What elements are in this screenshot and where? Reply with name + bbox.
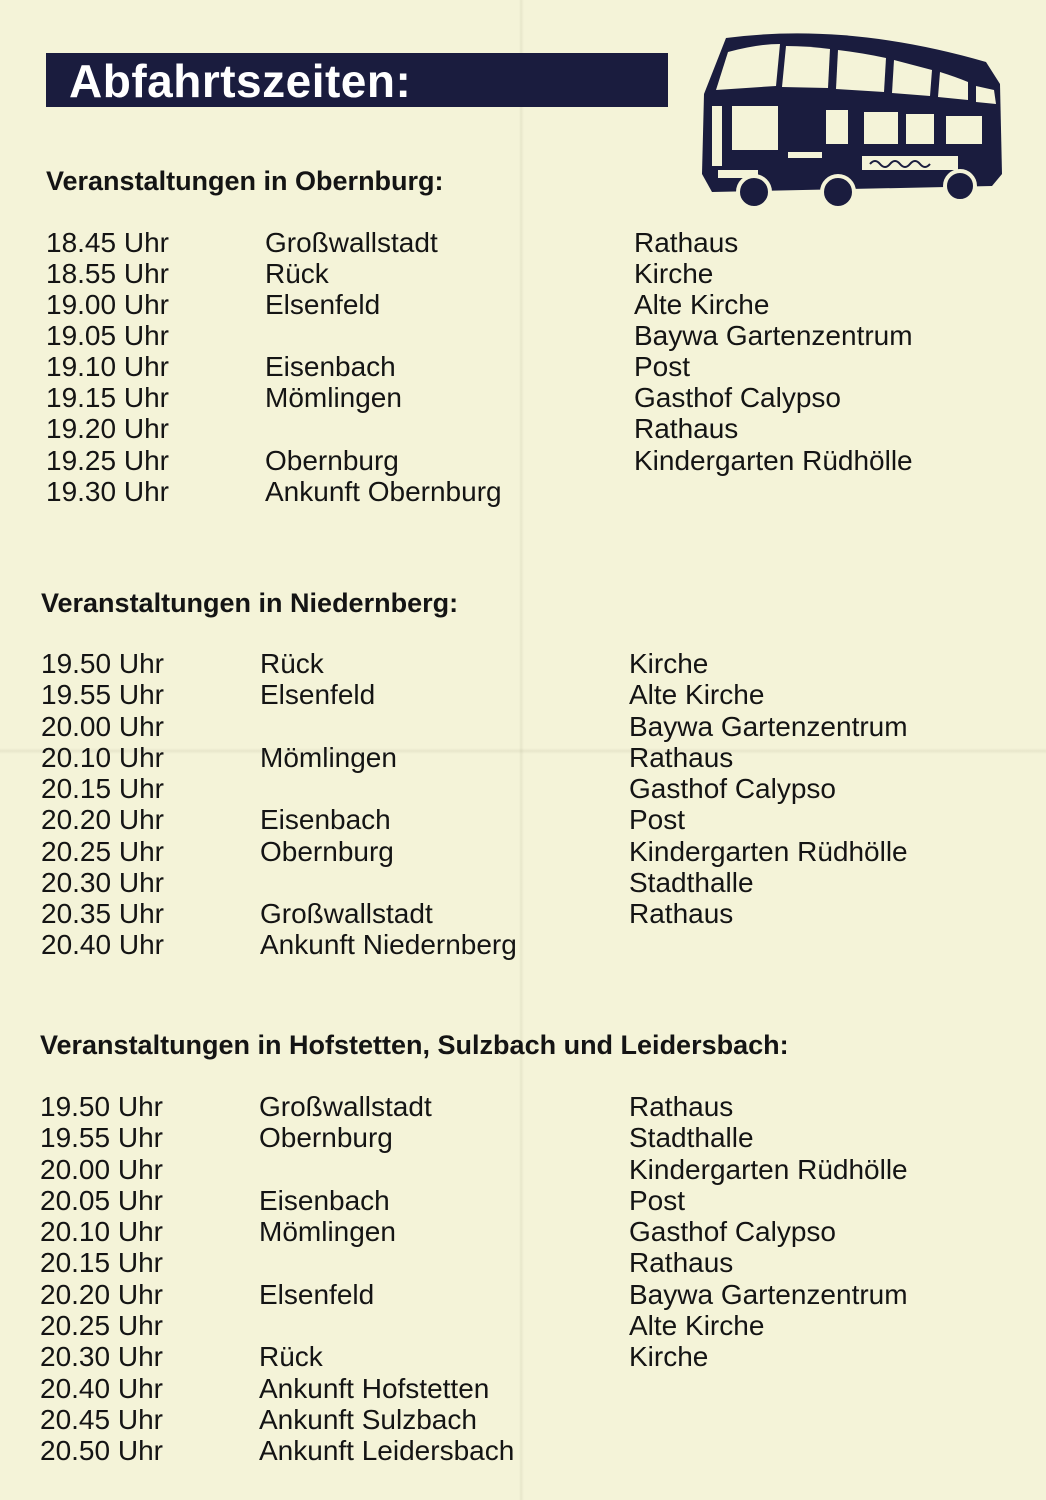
schedule-row bbox=[40, 1185, 1040, 1216]
departure-time: 19.20 Uhr bbox=[46, 413, 169, 444]
departure-place: Eisenbach bbox=[259, 1185, 390, 1216]
departure-time: 20.45 Uhr bbox=[40, 1404, 163, 1435]
departure-stop: Post bbox=[629, 1185, 686, 1216]
departure-place: Obernburg bbox=[259, 1122, 393, 1153]
departure-place: Obernburg bbox=[265, 445, 399, 476]
schedule-row bbox=[41, 648, 1041, 679]
departure-place: Großwallstadt bbox=[260, 898, 433, 929]
departure-time: 20.10 Uhr bbox=[41, 742, 164, 773]
departure-stop: Rathaus bbox=[629, 742, 734, 773]
schedule-row bbox=[40, 1122, 1040, 1153]
departure-time: 20.30 Uhr bbox=[40, 1341, 163, 1372]
schedule-row bbox=[40, 1279, 1040, 1310]
departure-time: 20.35 Uhr bbox=[41, 898, 164, 929]
departure-place: Mömlingen bbox=[265, 382, 402, 413]
departure-place: Großwallstadt bbox=[265, 227, 438, 258]
departure-stop: Kirche bbox=[634, 258, 714, 289]
departure-stop: Gasthof Calypso bbox=[634, 382, 841, 413]
schedule-row bbox=[46, 382, 1046, 413]
departure-place: Rück bbox=[265, 258, 329, 289]
section-heading: Veranstaltungen in Obernburg: bbox=[46, 166, 444, 196]
departure-time: 19.15 Uhr bbox=[46, 382, 169, 413]
schedule-row bbox=[41, 773, 1041, 804]
departure-stop: Baywa Gartenzentrum bbox=[629, 1279, 908, 1310]
departure-place: Ankunft Hofstetten bbox=[259, 1373, 490, 1404]
departure-time: 18.55 Uhr bbox=[46, 258, 169, 289]
title-bar bbox=[46, 53, 668, 107]
departure-time: 20.20 Uhr bbox=[40, 1279, 163, 1310]
schedule-row bbox=[41, 898, 1041, 929]
departure-place: Eisenbach bbox=[265, 351, 396, 382]
schedule-row bbox=[40, 1373, 1040, 1404]
departure-place: Ankunft Leidersbach bbox=[259, 1435, 515, 1466]
departure-stop: Alte Kirche bbox=[629, 1310, 765, 1341]
section-heading: Veranstaltungen in Niedernberg: bbox=[41, 588, 459, 618]
departure-place: Rück bbox=[259, 1341, 323, 1372]
departure-time: 20.30 Uhr bbox=[41, 867, 164, 898]
departure-time: 19.25 Uhr bbox=[46, 445, 169, 476]
schedule-row bbox=[41, 679, 1041, 710]
departure-place: Elsenfeld bbox=[259, 1279, 375, 1310]
schedule-row bbox=[46, 413, 1046, 444]
departure-place: Elsenfeld bbox=[260, 679, 376, 710]
departure-stop: Rathaus bbox=[629, 1091, 734, 1122]
departure-place: Ankunft Sulzbach bbox=[259, 1404, 477, 1435]
departure-place: Eisenbach bbox=[260, 804, 391, 835]
departure-time: 20.10 Uhr bbox=[40, 1216, 163, 1247]
departure-time: 19.55 Uhr bbox=[41, 679, 164, 710]
departure-place: Ankunft Obernburg bbox=[265, 476, 502, 507]
departure-stop: Rathaus bbox=[629, 1247, 734, 1278]
departure-time: 20.40 Uhr bbox=[41, 929, 164, 960]
departure-time: 19.00 Uhr bbox=[46, 289, 169, 320]
departure-time: 19.55 Uhr bbox=[40, 1122, 163, 1153]
schedule-row bbox=[40, 1341, 1040, 1372]
departure-place: Mömlingen bbox=[260, 742, 397, 773]
schedule-row bbox=[40, 1154, 1040, 1185]
departure-time: 18.45 Uhr bbox=[46, 227, 169, 258]
schedule-row bbox=[40, 1404, 1040, 1435]
schedule-row bbox=[40, 1091, 1040, 1122]
departure-stop: Baywa Gartenzentrum bbox=[634, 320, 913, 351]
departure-time: 19.50 Uhr bbox=[41, 648, 164, 679]
departure-place: Mömlingen bbox=[259, 1216, 396, 1247]
departure-time: 20.00 Uhr bbox=[41, 711, 164, 742]
schedule-row bbox=[46, 351, 1046, 382]
schedule-row bbox=[41, 836, 1041, 867]
section-heading: Veranstaltungen in Hofstetten, Sulzbach und Leidersbach: bbox=[40, 1030, 789, 1060]
departure-time: 20.00 Uhr bbox=[40, 1154, 163, 1185]
schedule-row bbox=[46, 476, 1046, 507]
departure-place: Elsenfeld bbox=[265, 289, 381, 320]
schedule-row bbox=[46, 227, 1046, 258]
schedule-row bbox=[40, 1310, 1040, 1341]
departure-stop: Rathaus bbox=[634, 227, 739, 258]
departure-stop: Baywa Gartenzentrum bbox=[629, 711, 908, 742]
departure-stop: Stadthalle bbox=[629, 867, 754, 898]
departure-stop: Kirche bbox=[629, 1341, 709, 1372]
departure-time: 20.05 Uhr bbox=[40, 1185, 163, 1216]
departure-place: Obernburg bbox=[260, 836, 394, 867]
departure-stop: Rathaus bbox=[634, 413, 739, 444]
departure-stop: Kindergarten Rüdhölle bbox=[629, 1154, 908, 1185]
departure-time: 20.40 Uhr bbox=[40, 1373, 163, 1404]
departure-time: 19.50 Uhr bbox=[40, 1091, 163, 1122]
schedule-row bbox=[40, 1247, 1040, 1278]
departure-stop: Kindergarten Rüdhölle bbox=[629, 836, 908, 867]
departure-place: Ankunft Niedernberg bbox=[260, 929, 517, 960]
departure-stop: Gasthof Calypso bbox=[629, 1216, 836, 1247]
schedule-row bbox=[46, 258, 1046, 289]
departure-stop: Alte Kirche bbox=[629, 679, 765, 710]
departure-stop: Rathaus bbox=[629, 898, 734, 929]
departure-time: 20.25 Uhr bbox=[41, 836, 164, 867]
schedule-row bbox=[41, 742, 1041, 773]
departure-time: 20.20 Uhr bbox=[41, 804, 164, 835]
departure-stop: Gasthof Calypso bbox=[629, 773, 836, 804]
departure-time: 20.25 Uhr bbox=[40, 1310, 163, 1341]
departure-time: 19.05 Uhr bbox=[46, 320, 169, 351]
departure-place: Großwallstadt bbox=[259, 1091, 432, 1122]
departure-stop: Post bbox=[629, 804, 686, 835]
departure-time: 20.15 Uhr bbox=[40, 1247, 163, 1278]
schedule-row bbox=[41, 867, 1041, 898]
schedule-row bbox=[41, 929, 1041, 960]
departure-time: 20.50 Uhr bbox=[40, 1435, 163, 1466]
schedule-row bbox=[41, 804, 1041, 835]
schedule-row bbox=[40, 1435, 1040, 1466]
departure-time: 19.10 Uhr bbox=[46, 351, 169, 382]
schedule-row bbox=[46, 289, 1046, 320]
departure-time: 19.30 Uhr bbox=[46, 476, 169, 507]
departure-stop: Kirche bbox=[629, 648, 709, 679]
schedule-row bbox=[41, 711, 1041, 742]
departure-stop: Stadthalle bbox=[629, 1122, 754, 1153]
departure-stop: Post bbox=[634, 351, 691, 382]
bus-icon bbox=[698, 24, 1004, 214]
schedule-row bbox=[46, 320, 1046, 351]
departure-stop: Kindergarten Rüdhölle bbox=[634, 445, 913, 476]
departure-stop: Alte Kirche bbox=[634, 289, 770, 320]
departure-time: 20.15 Uhr bbox=[41, 773, 164, 804]
schedule-row bbox=[46, 445, 1046, 476]
departure-place: Rück bbox=[260, 648, 324, 679]
schedule-row bbox=[40, 1216, 1040, 1247]
page-title: Abfahrtszeiten: bbox=[69, 55, 412, 107]
